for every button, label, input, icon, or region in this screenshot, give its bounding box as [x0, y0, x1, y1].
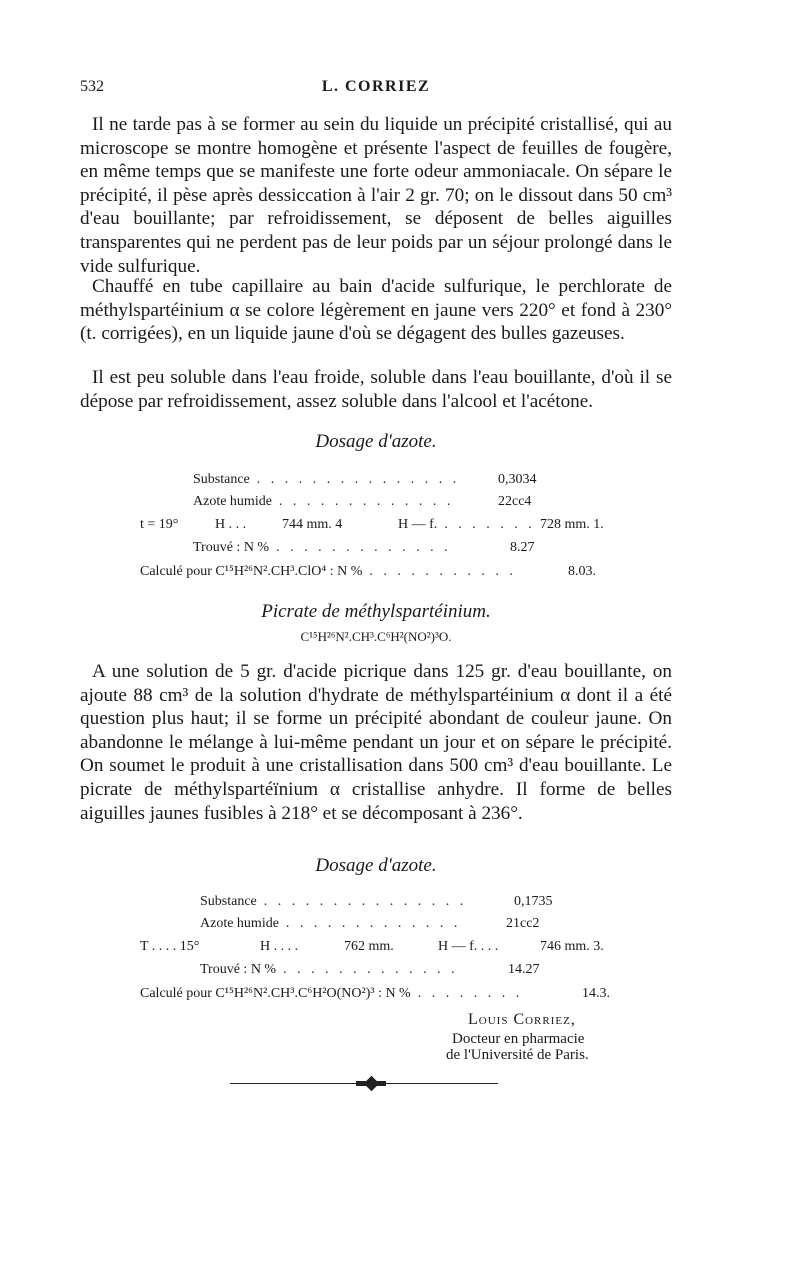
calculated-row: Calculé pour C¹⁵H²⁶N².CH³.C⁶H²O(NO²)³ : N % . . . . . . . . [140, 986, 523, 1001]
calculated-label: Calculé pour C¹⁵H²⁶N².CH³.C⁶H²O(NO²)³ : N % [140, 986, 411, 1001]
calculated-row: Calculé pour C¹⁵H²⁶N².CH³.ClO⁴ : N % . . . . . . . . . . . [140, 564, 517, 579]
found-row: Trouvé : N % . . . . . . . . . . . . . [193, 540, 452, 555]
azote-value: 21cc2 [506, 916, 540, 931]
substance-value: 0,3034 [498, 472, 537, 487]
substance-value: 0,1735 [514, 894, 553, 909]
substance-row: Substance . . . . . . . . . . . . . . . [193, 472, 460, 487]
pressure-hf-label: H — f. . . . [438, 939, 499, 954]
page-number: 532 [80, 78, 104, 95]
found-label: Trouvé : N % [193, 540, 270, 555]
azote-row: Azote humide . . . . . . . . . . . . . [193, 494, 454, 509]
pressure-hf-label: H — f. . . . . . . . [398, 517, 536, 532]
pressure-h-label: H . . . . [260, 939, 299, 954]
azote-row: Azote humide . . . . . . . . . . . . . [200, 916, 461, 931]
substance-label: Substance [200, 894, 257, 909]
pressure-hf-value: 746 mm. 3. [540, 939, 604, 954]
calculated-label: Calculé pour C¹⁵H²⁶N².CH³.ClO⁴ : N % [140, 564, 363, 579]
paragraph-picrate-preparation: A une solution de 5 gr. d'acide picrique dans 125 gr. d'eau bouillante, on ajoute 88 cm³ de la solution d'hydrate de méthylspartéinium α dont il a été question plus haut; il se forme un précipité abondant de couleur jaune. On abandonne le mélange à lui-même pendant un jour et on sépare le précipité. On soumet le produit à une cristallisation dans 500 cm³ d'eau bouillante. Le picrate de méthylspartéïnium α cristallise anhydre. Il forme de belles aiguilles jaunes fusibles à 218° et se décomposant à 236°. [80, 661, 672, 824]
author-affiliation: de l'Université de Paris. [446, 1047, 589, 1063]
calculated-value: 8.03. [568, 564, 596, 579]
azote-value: 22cc4 [498, 494, 532, 509]
pressure-h-value: 762 mm. [344, 939, 394, 954]
temperature: t = 19° [140, 517, 179, 532]
substance-label: Substance [193, 472, 250, 487]
picrate-formula: C¹⁵H²⁶N².CH³.C⁶H²(NO²)³O. [300, 629, 452, 644]
found-value: 8.27 [510, 540, 535, 555]
pressure-h-label: H . . . [215, 517, 247, 532]
paragraph-precipitate: Il ne tarde pas à se former au sein du liquide un précipité cristallisé, qui au microscope se montre homogène et présente l'aspect de feuilles de fougère, en même temps que se manifeste une forte odeur ammoniacale. On sépare le précipité, il pèse après dessiccation à l'air 2 gr. 70; on le dissout dans 50 cm³ d'eau bouillante; par refroidissement, se déposent de belles aiguilles transparentes qui ne perdent pas de leur poids par un séjour prolongé dans le vide sulfurique. [80, 114, 672, 277]
section-title-dosage-2: Dosage d'azote. [315, 855, 437, 876]
found-row: Trouvé : N % . . . . . . . . . . . . . [200, 962, 459, 977]
azote-label: Azote humide [193, 494, 272, 509]
found-value: 14.27 [508, 962, 540, 977]
author-title: Docteur en pharmacie [452, 1031, 585, 1047]
author-name: Louis Corriez, [468, 1011, 576, 1028]
end-ornament-diamond [364, 1076, 380, 1092]
running-head: L. CORRIEZ [321, 78, 431, 95]
azote-label: Azote humide [200, 916, 279, 931]
pressure-hf-value: 728 mm. 1. [540, 517, 604, 532]
temperature: T . . . . 15° [140, 939, 200, 954]
paragraph-melting-point: Chauffé en tube capillaire au bain d'acide sulfurique, le perchlorate de méthylspartéinium α se colore légèrement en jaune vers 220° et fond à 230° (t. corrigées), en un liquide jaune d'où se dégagent des bulles gazeuses. [80, 276, 672, 345]
section-title-picrate: Picrate de méthylspartéinium. [261, 601, 491, 622]
pressure-h-value: 744 mm. 4 [282, 517, 343, 532]
page-header [80, 78, 672, 100]
calculated-value: 14.3. [582, 986, 610, 1001]
found-label: Trouvé : N % [200, 962, 277, 977]
section-title-dosage-1: Dosage d'azote. [315, 431, 437, 452]
substance-row: Substance . . . . . . . . . . . . . . . [200, 894, 467, 909]
paragraph-solubility: Il est peu soluble dans l'eau froide, soluble dans l'eau bouillante, d'où il se dépose par refroidissement, assez soluble dans l'alcool et l'acétone. [80, 367, 672, 412]
